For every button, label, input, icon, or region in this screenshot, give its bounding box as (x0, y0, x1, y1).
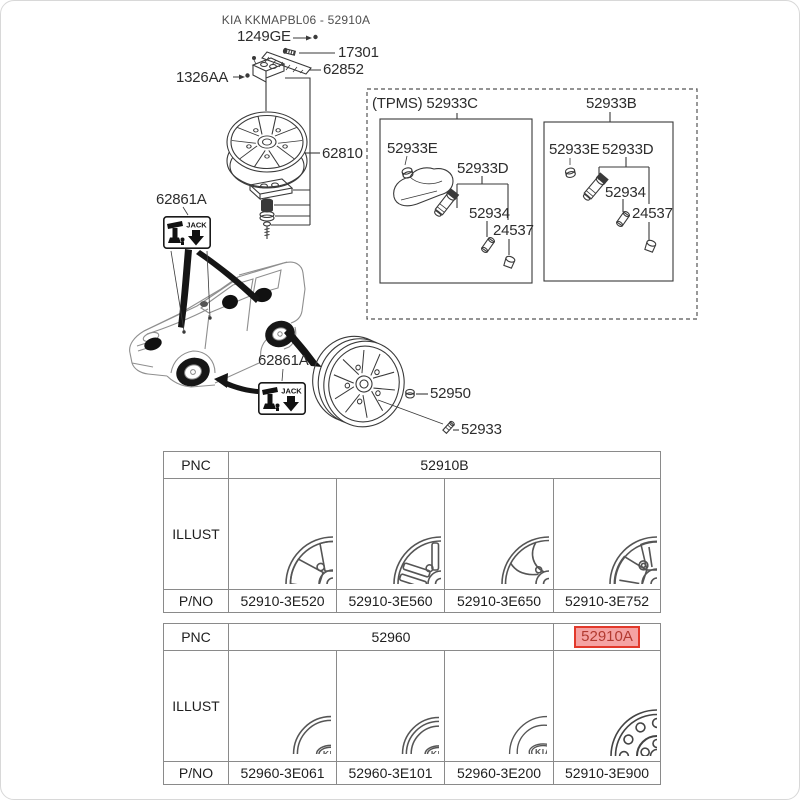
wheel-illustration-3e650 (445, 479, 554, 590)
label-52933e-left: 52933E (387, 140, 438, 157)
label-1326aa: 1326AA (176, 69, 229, 86)
label-52933b: 52933B (586, 95, 637, 112)
wheel-illustration-3e560 (337, 479, 445, 590)
part-number-cell[interactable]: 52910-3E650 (445, 590, 554, 613)
wheel-illustration-3e520 (229, 479, 337, 590)
pnc-code-52910a-cell (554, 624, 661, 651)
wheel-table-52910b (163, 451, 661, 613)
cap-illustration-3e101 (337, 651, 445, 762)
cap-illustration-3e061 (229, 651, 337, 762)
label-52933e-right: 52933E (549, 141, 600, 158)
pnc-code-52960[interactable]: 52960 (229, 624, 554, 651)
label-62861a-2: 62861A (258, 352, 309, 369)
illust-header: ILLUST (164, 651, 229, 762)
label-62852: 62852 (323, 61, 364, 78)
label-52934-left: 52934 (469, 205, 510, 222)
alloy-wheel-spare-illustration (303, 328, 459, 436)
label-52933: 52933 (461, 421, 502, 438)
cap-illustration-3e200 (445, 651, 554, 762)
pnc-header: PNC (164, 624, 229, 651)
label-tpms-52933c: (TPMS) 52933C (372, 95, 478, 112)
part-number-cell[interactable]: 52960-3E101 (337, 762, 445, 785)
part-number-cell[interactable]: 52960-3E061 (229, 762, 337, 785)
label-62861a-1: 62861A (156, 191, 207, 208)
jack-warning-label-2 (259, 369, 305, 414)
bolt-1249ge-icon (293, 35, 318, 41)
label-52933d-left: 52933D (457, 160, 509, 177)
label-17301: 17301 (338, 44, 379, 61)
label-52934-right: 52934 (605, 184, 646, 201)
pnc-code-52910b[interactable]: 52910B (229, 452, 661, 479)
alloy-wheel-62810-illustration (227, 112, 307, 188)
pno-header: P/NO (164, 762, 229, 785)
pno-header: P/NO (164, 590, 229, 613)
part-number-cell[interactable]: 52960-3E200 (445, 762, 554, 785)
illust-header: ILLUST (164, 479, 229, 590)
label-52950: 52950 (430, 385, 471, 402)
label-62810: 62810 (322, 145, 363, 162)
label-1249ge: 1249GE (237, 28, 291, 45)
bolt-1326aa-icon (233, 73, 250, 79)
part-number-cell[interactable]: 52910-3E900 (554, 762, 661, 785)
cap-table-52960 (163, 623, 661, 785)
jack-handle-62852-icon (262, 52, 321, 74)
jack-warning-label-1 (164, 207, 210, 248)
lug-nut-52950-icon (406, 389, 428, 398)
part-number-cell[interactable]: 52910-3E752 (554, 590, 661, 613)
steel-wheel-illustration-3e900 (554, 651, 661, 762)
screw-17301-icon (282, 47, 335, 56)
part-number-cell[interactable]: 52910-3E560 (337, 590, 445, 613)
label-24537-right: 24537 (632, 205, 673, 222)
label-52933d-right: 52933D (602, 141, 654, 158)
pnc-header: PNC (164, 452, 229, 479)
wheel-illustration-3e752 (554, 479, 661, 590)
vehicle-illustration (130, 262, 305, 391)
part-number-cell[interactable]: 52910-3E520 (229, 590, 337, 613)
pnc-code-52910a-highlight[interactable]: 52910A (574, 626, 640, 648)
label-24537-left: 24537 (493, 222, 534, 239)
page-title: KIA KKMAPBL06 - 52910A (221, 13, 371, 27)
